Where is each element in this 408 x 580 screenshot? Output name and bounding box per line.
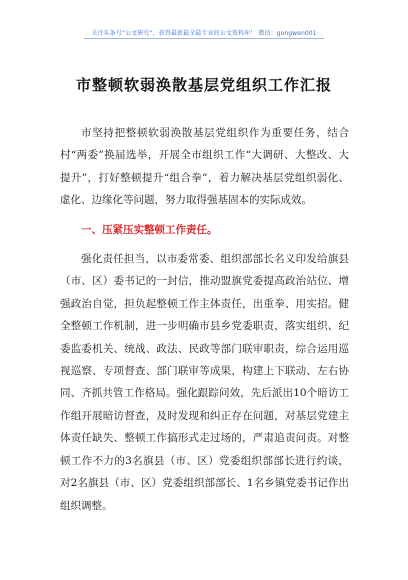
section-heading: 一、压紧压实整顿工作责任。 <box>81 223 218 236</box>
banner-divider <box>84 38 324 39</box>
section-paragraph: 强化责任担当，以市委常委、组织部部长名义印发给旗县（市、区）委书记的一封信，推动盟旗党委提高政治站位、增强政治自觉，担负起整顿工作主体责任，出重拳、用实招。健全整顿工作机制，进一步明确市县乡党委职责，落实组织、纪委监委机关、统战、政法、民政等部门联审职责，综合运用巡视巡察、专项督查、部门联审等成果，构建上下联动、左右协同、齐抓共管工作格局。强化跟踪问效，先后派出10个暗访工作组开展暗访督查，及时发现和纠正存在问题，对基层党建主体责任缺失、整顿工作搞形式走过场的，严肃追责问责。对整顿工作不力的3名旗县（市、区）党委组织部部长进行约谈，对2名旗县（市、区）党委组织部部长、1名乡镇党委书记作出组织调整。 <box>60 253 349 512</box>
document-title: 市整顿软弱涣散基层党组织工作汇报 <box>75 76 332 94</box>
intro-paragraph: 市坚持把整顿软弱涣散基层党组织作为重要任务，结合村“两委”换届选举，开展全市组织工作“大调研、大整改、大提升”，打好整顿提升“组合拳”，着力解决基层党组织弱化、虚化、边缘化等问题，努力取得强基固本的实际成效。 <box>60 127 349 207</box>
promo-banner: 关注头条号“公文研究”，获得最新最全最专业的公文资料库！ 微信：gongwen001 <box>91 30 317 37</box>
document-body <box>60 122 349 517</box>
